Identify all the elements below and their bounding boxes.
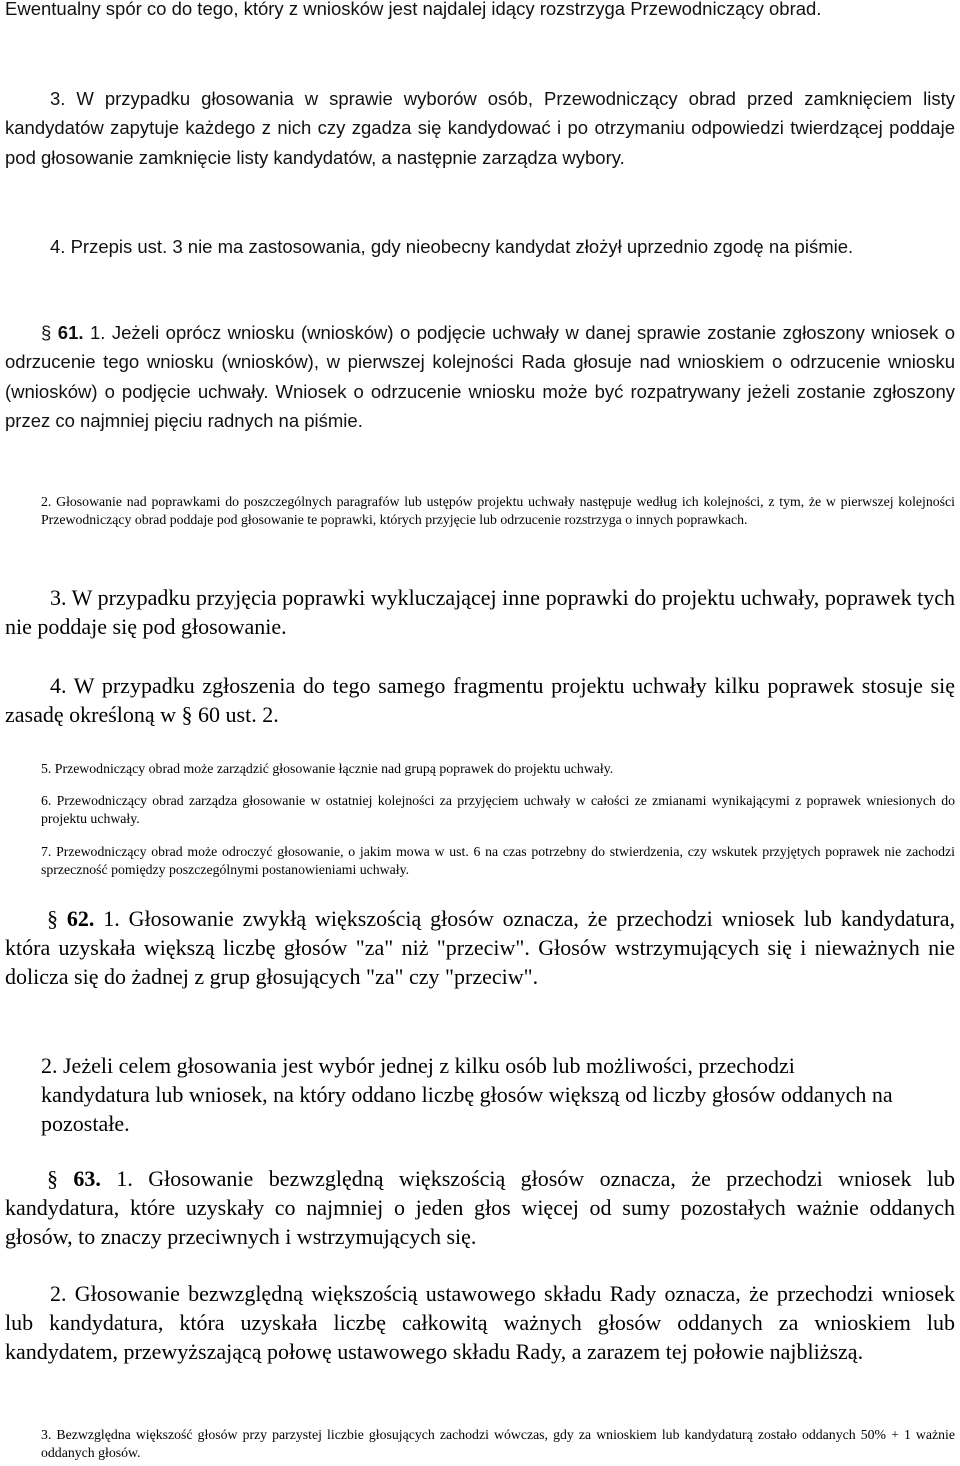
section-sign: § <box>47 1166 58 1191</box>
paragraph-p3: 4. Przepis ust. 3 nie ma zastosowania, gdy nieobecny kandydat złożył uprzednio zgodę na piśmie. <box>50 236 854 257</box>
section-sign: § <box>41 322 52 343</box>
section-63 <box>5 1164 955 1252</box>
section-63-number: 63. <box>73 1166 101 1191</box>
paragraph-p1: Ewentualny spór co do tego, który z wniosków jest najdalej idący rozstrzyga Przewodniczący obrad. <box>5 0 822 19</box>
paragraph-p13: 1. Głosowanie bezwzględną większością głosów oznacza, że przechodzi wniosek lub kandydatura, które uzyskały co najmniej o jeden głos więcej od sumy pozostałych ważnie oddanych głosów, to znaczy przeciwnych i wstrzymujących się. <box>5 1166 956 1250</box>
paragraph-p12: 2. Jeżeli celem głosowania jest wybór jednej z kilku osób lub możliwości, przechodzi kandydatura lub wniosek, na który oddano liczbę głosów większą od liczby głosów oddanych na pozostałe. <box>41 1053 893 1137</box>
section-62 <box>5 904 955 992</box>
section-61-number: 61. <box>57 322 84 343</box>
paragraph-p9: 6. Przewodniczący obrad zarządza głosowanie w ostatniej kolejności za przyjęciem uchwały w całości ze zmianami wynikającymi z poprawek wniesionych do projektu uchwały. <box>41 793 955 826</box>
paragraph-p2: 3. W przypadku głosowania w sprawie wyborów osób, Przewodniczący obrad przed zamknięciem listy kandydatów zapytuje każdego z nich czy zgadza się kandydować i po otrzymaniu odpowiedzi twierdzącej poddaje pod głosowanie zamknięcie listy kandydatów, a następnie zarządza wybory. <box>5 88 955 168</box>
paragraph-p5: 2. Głosowanie nad poprawkami do poszczególnych paragrafów lub ustępów projektu uchwały następuje według ich kolejności, z tym, że w pierwszej kolejności Przewodniczący obrad poddaje pod głosowanie te poprawki, których przyjęcie lub odrzucenie rozstrzyga o innych poprawkach. <box>41 494 955 527</box>
paragraph-p4: 1. Jeżeli oprócz wniosku (wniosków) o podjęcie uchwały w danej sprawie zostanie zgłoszony wniosek o odrzucenie tego wniosku (wniosków), w pierwszej kolejności Rada głosuje nad wnioskiem o odrzucenie wniosku (wniosków) o podjęcie uchwały. Wniosek o odrzucenie wniosku może być rozpatrywany jeżeli zostanie zgłoszony przez co najmniej pięciu radnych na piśmie. <box>5 322 956 431</box>
section-62-number: 62. <box>66 906 95 931</box>
paragraph-p15: 3. Bezwzględna większość głosów przy parzystej liczbie głosujących zachodzi wówczas, gdy za wnioskiem lub kandydaturą zostało oddanych 50% + 1 ważnie oddanych głosów. <box>41 1427 955 1460</box>
paragraph-p7: 4. W przypadku zgłoszenia do tego samego fragmentu projektu uchwały kilku poprawek stosuje się zasadę określoną w § 60 ust. 2. <box>5 673 955 728</box>
paragraph-p10: 7. Przewodniczący obrad może odroczyć głosowanie, o jakim mowa w ust. 6 na czas potrzebny do stwierdzenia, czy wskutek przyjętych poprawek nie zachodzi sprzeczność pomiędzy poszczególnymi postanowieniami uchwały. <box>41 844 955 877</box>
paragraph-p8: 5. Przewodniczący obrad może zarządzić głosowanie łącznie nad grupą poprawek do projektu uchwały. <box>41 761 614 776</box>
section-sign: § <box>47 906 58 931</box>
paragraph-p14: 2. Głosowanie bezwzględną większością ustawowego składu Rady oznacza, że przechodzi wniosek lub kandydatura, która uzyskała liczbę całkowitą ważnych głosów oddanych za wnioskiem lub kandydatem, przewyższającą połowę ustawowego składu Rady, a zarazem tej połowie najbliższą. <box>5 1281 955 1365</box>
paragraph-p6: 3. W przypadku przyjęcia poprawki wykluczającej inne poprawki do projektu uchwały, poprawek tych nie poddaje się pod głosowanie. <box>5 585 955 640</box>
paragraph-p11: 1. Głosowanie zwykłą większością głosów oznacza, że przechodzi wniosek lub kandydatura, która uzyskała większą liczbę głosów "za" niż "przeciw". Głosów wstrzymujących się i nieważnych nie dolicza się do żadnej z grup głosujących "za" czy "przeciw". <box>5 906 955 990</box>
section-61 <box>5 318 955 435</box>
